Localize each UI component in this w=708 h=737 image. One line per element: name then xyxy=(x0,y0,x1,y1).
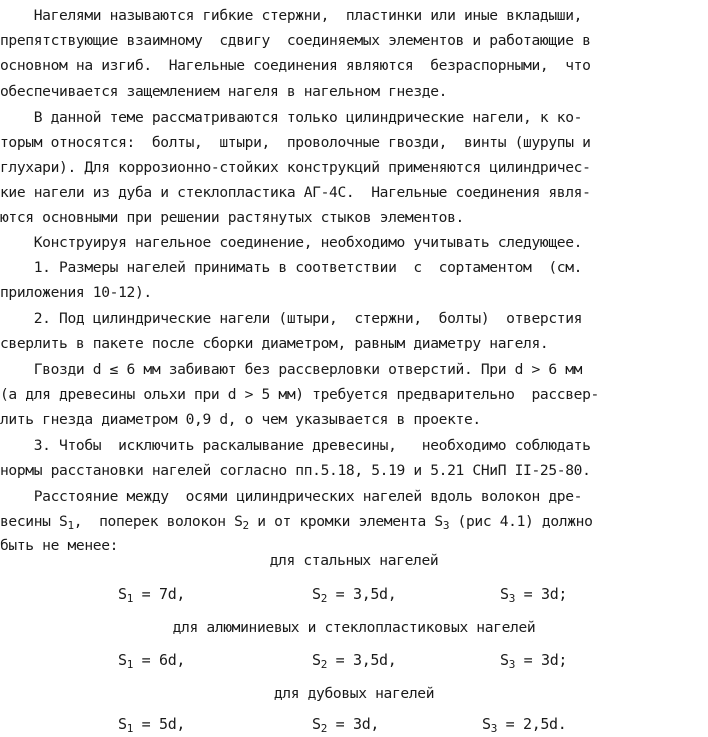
subscript: 2 xyxy=(320,658,327,671)
text-line: ются основными при решении растянутых стыков элементов. xyxy=(0,209,464,226)
text-fragment: , поперек волокон S xyxy=(73,513,243,530)
symbol: S xyxy=(500,585,509,603)
formula-s3 xyxy=(500,584,567,604)
text-line: торым относятся: болты, штыри, проволочные гвозди, винты (шурупы и xyxy=(0,134,591,151)
value: = 5d, xyxy=(132,715,186,733)
text-fragment: (рис 4.1) должно xyxy=(449,513,593,530)
text-line: сверлить в пакете после сборки диаметром, равным диаметру нагеля. xyxy=(0,335,549,352)
subscript: 2 xyxy=(320,722,327,735)
value: = 7d, xyxy=(132,585,186,603)
value: = 3d; xyxy=(514,585,568,603)
text-line: В данной теме рассматриваются только цилиндрические нагели, к ко- xyxy=(0,109,583,126)
value: = 2,5d. xyxy=(496,715,567,733)
subscript: 1 xyxy=(67,519,74,532)
formula-s3 xyxy=(500,650,567,670)
text-fragment: весины S xyxy=(0,513,68,530)
formula-s2 xyxy=(312,650,396,670)
value: = 3,5d, xyxy=(326,585,397,603)
formula-s1 xyxy=(118,650,185,670)
subscript: 3 xyxy=(490,722,497,735)
text-line: кие нагели из дуба и стеклопластика АГ-4С. Нагельные соединения явля- xyxy=(0,184,591,201)
formula-s1 xyxy=(118,714,185,734)
symbol: S xyxy=(312,651,321,669)
subscript: 3 xyxy=(508,658,515,671)
text-line: Конструируя нагельное соединение, необходимо учитывать следующее. xyxy=(0,234,583,251)
subscript: 3 xyxy=(508,592,515,605)
symbol: S xyxy=(118,651,127,669)
symbol: S xyxy=(118,585,127,603)
text-line: Нагелями называются гибкие стержни, пластинки или иные вкладыши, xyxy=(0,7,583,24)
text-line: обеспечивается защемлением нагеля в нагельном гнезде. xyxy=(0,83,448,100)
symbol: S xyxy=(312,585,321,603)
text-line: глухари). Для коррозионно-стойких конструкций применяются цилиндричес- xyxy=(0,159,591,176)
text-line: основном на изгиб. Нагельные соединения являются безраспорными, что xyxy=(0,57,591,74)
subscript: 1 xyxy=(126,592,133,605)
symbol: S xyxy=(118,715,127,733)
text-line: приложения 10-12). xyxy=(0,284,152,301)
formula-s2 xyxy=(312,584,396,604)
text-line-with-subscripts xyxy=(0,512,708,532)
formula-s3 xyxy=(482,714,566,734)
text-line: 1. Размеры нагелей принимать в соответствии с сортаментом (см. xyxy=(0,259,583,276)
symbol: S xyxy=(312,715,321,733)
formula-s1 xyxy=(118,584,185,604)
group-heading-oak: для дубовых нагелей xyxy=(273,685,435,702)
value: = 3,5d, xyxy=(326,651,397,669)
text-line: препятствующие взаимному сдвигу соединяемых элементов и работающие в xyxy=(0,32,591,49)
text-line: лить гнезда диаметром 0,9 d, о чем указывается в проекте. xyxy=(0,411,481,428)
text-line: Расстояние между осями цилиндрических нагелей вдоль волокон дре- xyxy=(0,488,583,505)
text-line: быть не менее: xyxy=(0,537,119,554)
symbol: S xyxy=(500,651,509,669)
text-line: (а для древесины ольхи при d > 5 мм) требуется предварительно рассвер- xyxy=(0,386,599,403)
subscript: 2 xyxy=(320,592,327,605)
symbol: S xyxy=(482,715,491,733)
value: = 3d, xyxy=(326,715,380,733)
text-line: 2. Под цилиндрические нагели (штыри, стержни, болты) отверстия xyxy=(0,310,583,327)
formula-s2 xyxy=(312,714,379,734)
subscript: 2 xyxy=(242,519,249,532)
text-line: нормы расстановки нагелей согласно пп.5.18, 5.19 и 5.21 СНиП II-25-80. xyxy=(0,462,591,479)
group-heading-aluminium: для алюминиевых и стеклопластиковых нагелей xyxy=(172,619,536,636)
value: = 6d, xyxy=(132,651,186,669)
subscript: 1 xyxy=(126,658,133,671)
text-line: 3. Чтобы исключить раскалывание древесины, необходимо соблюдать xyxy=(0,437,591,454)
subscript: 3 xyxy=(442,519,450,532)
group-heading-steel: для стальных нагелей xyxy=(269,552,439,569)
text-fragment: и от кромки элемента S xyxy=(248,513,443,530)
text-line: Гвозди d ≤ 6 мм забивают без рассверловки отверстий. При d > 6 мм xyxy=(0,361,583,378)
value: = 3d; xyxy=(514,651,568,669)
subscript: 1 xyxy=(126,722,133,735)
